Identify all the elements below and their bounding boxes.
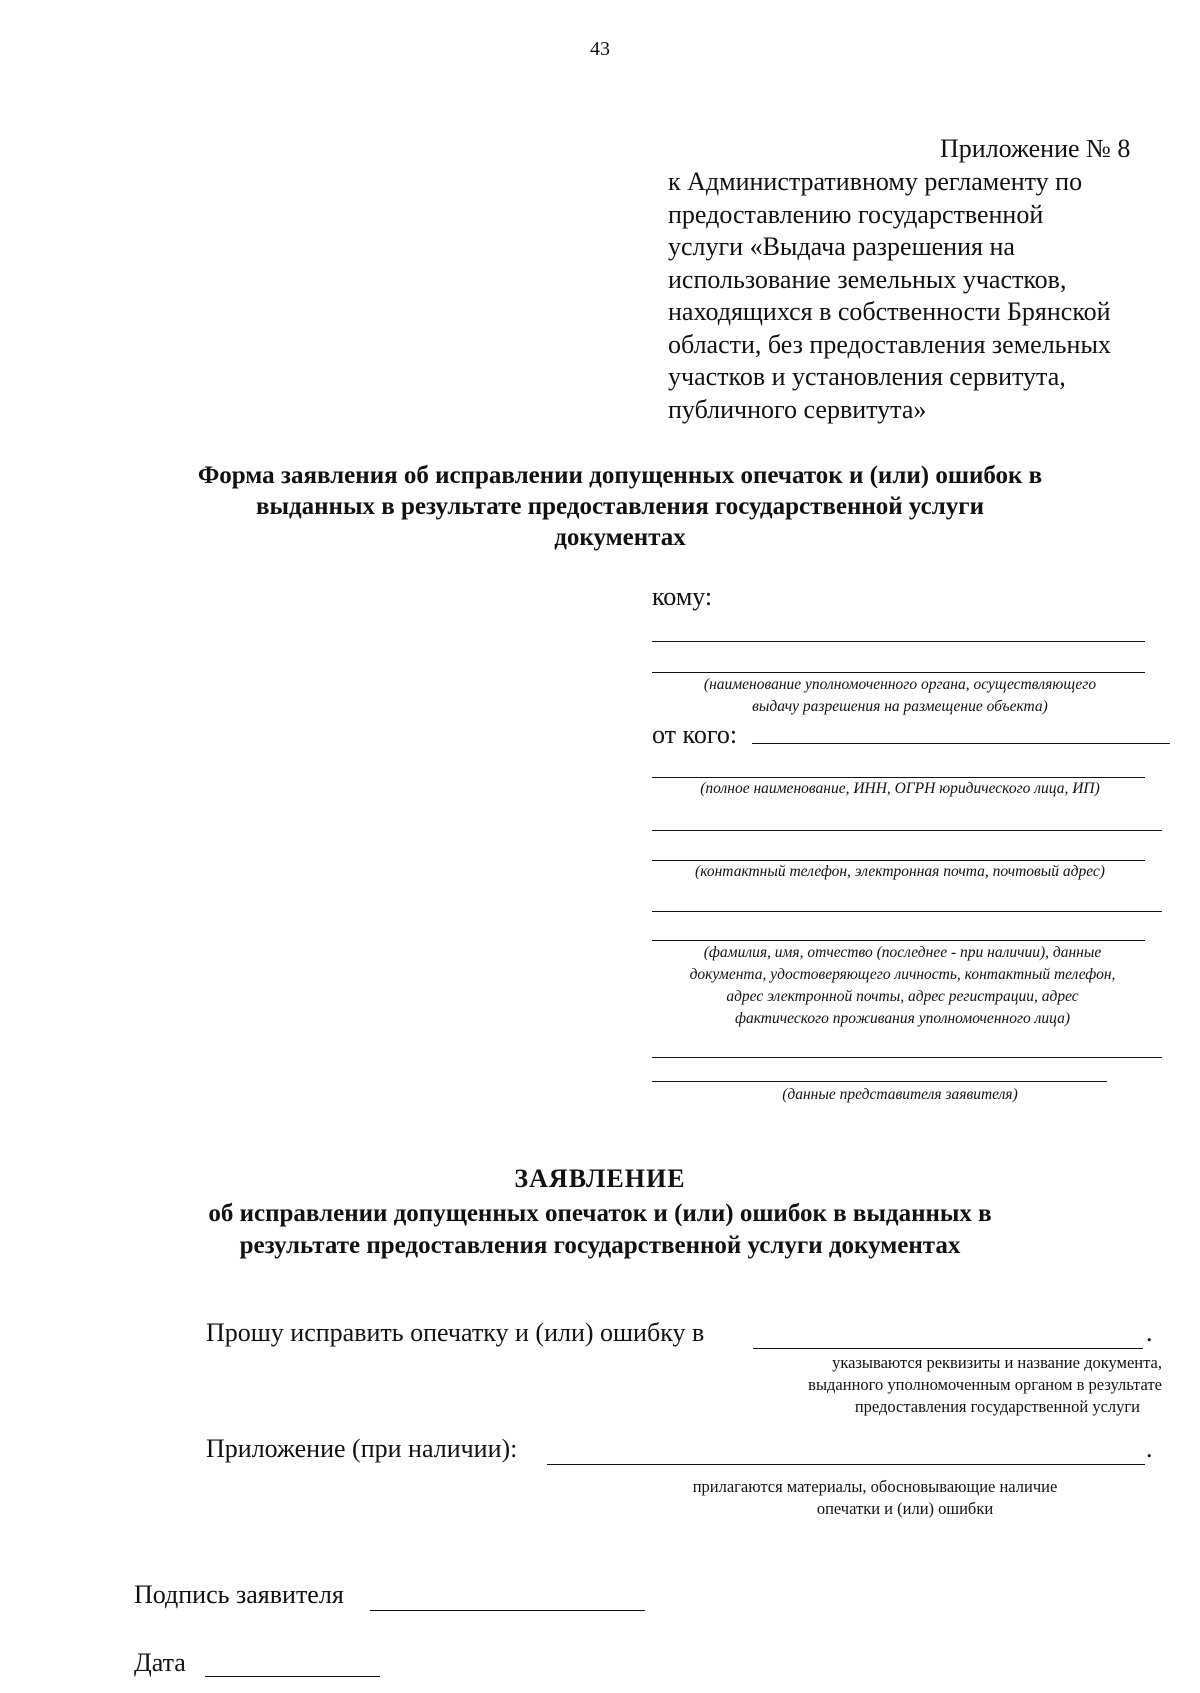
- note-line: указываются реквизиты и название документа,: [832, 1353, 1162, 1372]
- appendix-line: предоставлению государственной: [668, 199, 1044, 229]
- attachment-label: Приложение (при наличии):: [206, 1434, 518, 1463]
- appendix-line: использование земельных участков,: [668, 264, 1067, 294]
- attachment-period: .: [1146, 1434, 1153, 1463]
- attachment-note: [650, 1476, 1100, 1520]
- contacts-caption: (контактный телефон, электронная почта, почтовый адрес): [695, 863, 1105, 880]
- to-label: кому:: [652, 582, 713, 611]
- appendix-text: [668, 166, 1168, 426]
- from-caption: (полное наименование, ИНН, ОГРН юридического лица, ИП): [700, 780, 1100, 797]
- statement-subtitle: [150, 1198, 1050, 1262]
- signature-label: Подпись заявителя: [134, 1580, 344, 1609]
- note-line: опечатки и (или) ошибки: [816, 1499, 994, 1518]
- to-line-1[interactable]: [652, 641, 1145, 642]
- statement-subtitle-line: об исправлении допущенных опечаток и (или) ошибок в выданных в: [208, 1200, 992, 1227]
- request-period: .: [1146, 1318, 1153, 1347]
- request-field[interactable]: [753, 1348, 1143, 1349]
- date-field[interactable]: [205, 1676, 380, 1677]
- person-line-2[interactable]: [652, 940, 1145, 941]
- note-line: выданного уполномоченным органом в результате: [808, 1375, 1162, 1394]
- form-title-line: выданных в результате предоставления государственной услуги: [255, 493, 985, 520]
- caption-line: фактического проживания уполномоченного лица): [735, 1010, 1070, 1027]
- caption-line: (фамилия, имя, отчество (последнее - при наличии), данные: [703, 944, 1102, 961]
- note-line: предоставления государственной услуги: [854, 1397, 1140, 1416]
- to-caption: [640, 674, 1160, 718]
- from-line-1[interactable]: [752, 743, 1170, 744]
- statement-subtitle-line: результате предоставления государственной услуги документах: [239, 1232, 961, 1259]
- to-line-2[interactable]: [652, 672, 1145, 673]
- attachment-field[interactable]: [547, 1464, 1145, 1465]
- appendix-line: находящихся в собственности Брянской: [668, 297, 1111, 326]
- appendix-title: Приложение № 8: [940, 134, 1131, 163]
- request-note: [640, 1352, 1162, 1418]
- person-caption: [640, 942, 1165, 1030]
- date-label: Дата: [134, 1648, 186, 1677]
- note-line: прилагаются материалы, обосновывающие наличие: [692, 1477, 1058, 1496]
- form-title: [140, 460, 1100, 553]
- caption-line: адрес электронной почты, адрес регистрации, адрес: [726, 988, 1079, 1005]
- appendix-line: услуги «Выдача разрешения на: [668, 232, 1015, 261]
- request-label: Прошу исправить опечатку и (или) ошибку в: [206, 1318, 705, 1347]
- appendix-line: к Административному регламенту по: [668, 167, 1083, 196]
- appendix-line: области, без предоставления земельных: [668, 329, 1111, 359]
- signature-field[interactable]: [370, 1610, 645, 1611]
- person-line-1[interactable]: [652, 911, 1162, 912]
- representative-caption: (данные представителя заявителя): [782, 1086, 1018, 1103]
- caption-line: выдачу разрешения на размещение объекта): [752, 698, 1048, 715]
- from-label: от кого:: [652, 720, 738, 749]
- contacts-line-1[interactable]: [652, 830, 1162, 831]
- statement-title: ЗАЯВЛЕНИЕ: [514, 1164, 686, 1193]
- form-title-line: документах: [554, 524, 686, 551]
- page-number: 43: [590, 38, 610, 60]
- appendix-line: участков и установления сервитута,: [668, 362, 1066, 391]
- representative-line-2[interactable]: [652, 1081, 1107, 1082]
- caption-line: (наименование уполномоченного органа, осуществляющего: [703, 676, 1097, 693]
- caption-line: документа, удостоверяющего личность, контактный телефон,: [689, 966, 1116, 983]
- form-title-line: Форма заявления об исправлении допущенных опечаток и (или) ошибок в: [197, 462, 1043, 489]
- appendix-line: публичного сервитута»: [668, 394, 927, 424]
- representative-line-1[interactable]: [652, 1057, 1162, 1058]
